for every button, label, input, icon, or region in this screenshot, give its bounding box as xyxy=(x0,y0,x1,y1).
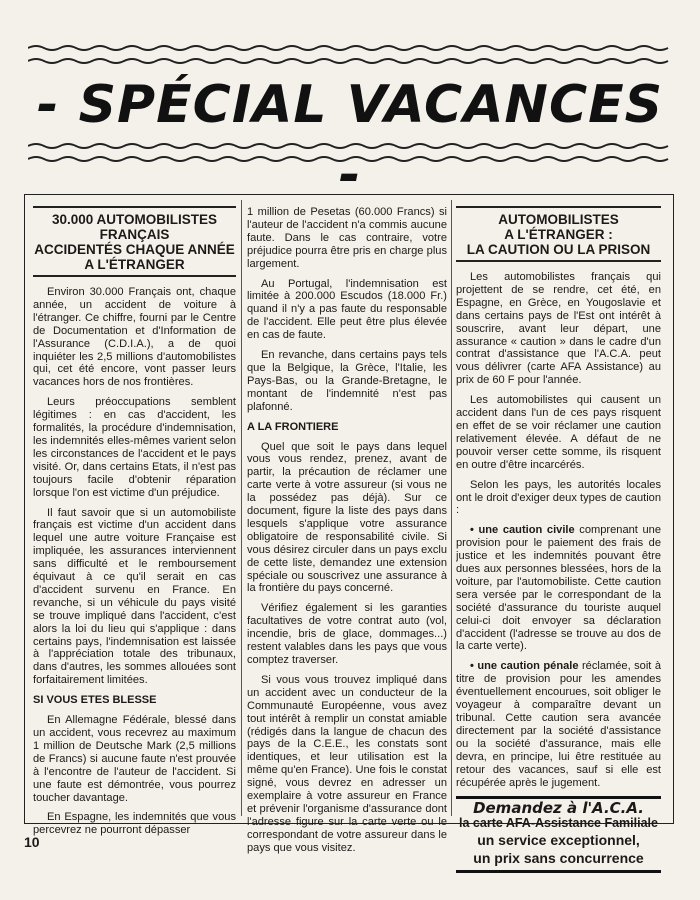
bullet-text: réclamée, soit à titre de provision pour les amendes éventuellement encourues, soit obliger le voyageur à comparaître devant un tribunal. Cette caution sera avancée directement par la société d'assistance ou la société d'assurance, mais elle devra, en principe, lui être restituée au retour des vacances, sauf si elle est récupérée après le jugement. xyxy=(456,660,661,789)
bullet-text: comprenant une provision pour le paiement des frais de justice et les indemnités pouvant être dues aux personnes blessées, hors de la voiture, par l'automobiliste. Cette caution sera versée par le correspondant de la société d'assurance du touriste auquel celui-ci doit envoyer sa déclaration d'accident (l'adresse se trouve au dos de la carte verte). xyxy=(456,524,661,653)
paragraph: Les automobilistes qui causent un accident dans l'un de ces pays risquent en effet de se voir réclamer une caution relativement élevée. A défaut de ne pouvoir verser cette somme, ils risquent en outre d'être incarcérés. xyxy=(456,394,661,471)
article-column-2 xyxy=(247,206,447,862)
bullet-paragraph xyxy=(456,524,661,653)
paragraph: Les automobilistes français qui projettent de se rendre, cet été, en Espagne, en Grèce, en Yougoslavie et dans certains pays de l'Est ont intérêt à souscrire, avant leur départ, une assurance « caution » dans le cadre d'un contrat d'assistance que l'A.C.A. peut vous délivrer (carte AFA Assistance) au prix de 60 F pour l'année. xyxy=(456,271,661,387)
bullet-paragraph xyxy=(456,660,661,789)
paragraph: Si vous vous trouvez impliqué dans un accident avec un conducteur de la Communauté Européenne, vous avez tout intérêt à remplir un constat amiable (rédigés dans la langue de chacun des pays de la C.E.E., les constats sont identiques, et leur utilisation est la même qu'en France). Une fois le constat signé, vous devrez en adresser un exemplaire à votre assureur en France et prévenir l'organisme d'assurance dont l'adresse figure sur la carte verte ou le correspondant de votre assureur dans le pays que vous visitez. xyxy=(247,673,447,854)
ad-line: la carte AFA-Assistance Familiale xyxy=(459,816,658,831)
section-subheading: A LA FRONTIERE xyxy=(247,420,339,433)
title-line: A L'ÉTRANGER : xyxy=(504,227,613,242)
paragraph: En Allemagne Fédérale, blessé dans un accident, vous recevrez au maximum 1 million de Deutsche Mark (2,5 millions de Francs) si aucune faute n'est prouvée à l'encontre de l'auteur de l'accident. Si une faute est démontrée, vous pourrez toucher davantage. xyxy=(33,714,236,804)
column-divider xyxy=(241,200,242,816)
article-column-3 xyxy=(456,206,661,873)
title-line: AUTOMOBILISTES xyxy=(498,212,619,227)
page-headline: - SPÉCIAL VACANCES - xyxy=(36,75,664,205)
title-line: ACCIDENTÉS CHAQUE ANNÉE xyxy=(34,242,235,257)
title-line: FRANÇAIS xyxy=(99,227,170,242)
article-column-1 xyxy=(33,206,236,844)
decorative-wave-rule xyxy=(28,142,672,150)
section-subheading: SI VOUS ETES BLESSE xyxy=(33,694,157,707)
paragraph: 1 million de Pesetas (60.000 Francs) si l'auteur de l'accident n'a commis aucune faute. Dans le cas contraire, votre préjudice pourra être pris en charge plus largement. xyxy=(247,206,447,270)
advertisement-box xyxy=(456,796,661,873)
paragraph: Il faut savoir que si un automobiliste français est victime d'un accident dans lequel une autre voiture Française est impliquée, les assurances interviennent sans difficulté et le remboursement équivaut à ce qu'il serait en cas d'accident survenu en France. En revanche, si un véhicule du pays visité se trouve impliqué dans l'accident, c'est alors la loi du lieu qui s'applique : dans certains pays, l'indemnisation est laissée à l'appréciation totale des tribunaux, dans d'autres, les sommes allouées sont forfaitairement limitées. xyxy=(33,506,236,687)
paragraph: Quel que soit le pays dans lequel vous vous rendez, prenez, avant de partir, la précaution de réclamer une carte verte à votre assureur (si vous ne la possédez pas déjà). Sur ce document, figure la liste des pays dans lesquels s'applique votre assurance obligatoire de responsabilité civile. Si vous désirez circuler dans un pays exclu de cette liste, demandez une extension spéciale ou souscrivez une assurance à la frontière du pays concerné. xyxy=(247,440,447,595)
title-line: LA CAUTION OU LA PRISON xyxy=(466,242,651,257)
paragraph: Selon les pays, les autorités locales ont le droit d'exiger deux types de caution : xyxy=(456,478,661,517)
ad-line: un prix sans concurrence xyxy=(473,850,644,867)
paragraph: Au Portugal, l'indemnisation est limitée à 200.000 Escudos (18.000 Fr.) quand il n'y a pas faute du responsable de l'accident. Elle peut être plus élevée en cas de faute. xyxy=(247,277,447,342)
paragraph: Leurs préoccupations semblent légitimes : en cas d'accident, les formalités, la procédure d'indemnisation, les indemnités elles-mêmes varient selon les circonstances de l'accident et le pays visité. Or, dans certains Etats, il n'est pas toujours facile d'obtenir réparation lorsque l'on est victime d'un préjudice. xyxy=(33,396,236,499)
ad-line: un service exceptionnel, xyxy=(477,832,640,849)
column-divider xyxy=(451,200,452,816)
paragraph: En Espagne, les indemnités que vous percevrez ne pourront dépasser xyxy=(33,811,236,837)
decorative-wave-rule xyxy=(28,44,672,52)
paragraph: En revanche, dans certains pays tels que la Belgique, la Grèce, l'Italie, les Pays-Bas, ou la Grande-Bretagne, le montant de l'indemnité n'est pas plafonné. xyxy=(247,349,447,413)
bullet-lead: • une caution pénale xyxy=(470,660,579,673)
paragraph: Environ 30.000 Français ont, chaque année, un accident de voiture à l'étranger. Ce chiffre, fourni par le Centre de Documentation et d'Information de l'Assurance (C.D.I.A.), a de quoi inquiéter les 2,5 millions d'automobilistes qui, cet été encore, vont passer leurs vacances hors de nos frontières. xyxy=(33,286,236,389)
bullet-lead: • une caution civile xyxy=(470,524,575,537)
page-number: 10 xyxy=(24,834,40,850)
title-line: 30.000 AUTOMOBILISTES xyxy=(51,212,218,227)
paragraph: Vérifiez également si les garanties facultatives de votre contrat auto (vol, incendie, bris de glace, dommages...) restent valables dans les pays que vous comptez traverser. xyxy=(247,602,447,666)
decorative-wave-rule xyxy=(28,57,672,65)
title-line: A L'ÉTRANGER xyxy=(84,257,185,272)
decorative-wave-rule xyxy=(28,155,672,163)
article-title xyxy=(33,206,236,277)
article-title xyxy=(456,206,661,262)
ad-headline: Demandez à l'A.C.A. xyxy=(473,799,644,818)
